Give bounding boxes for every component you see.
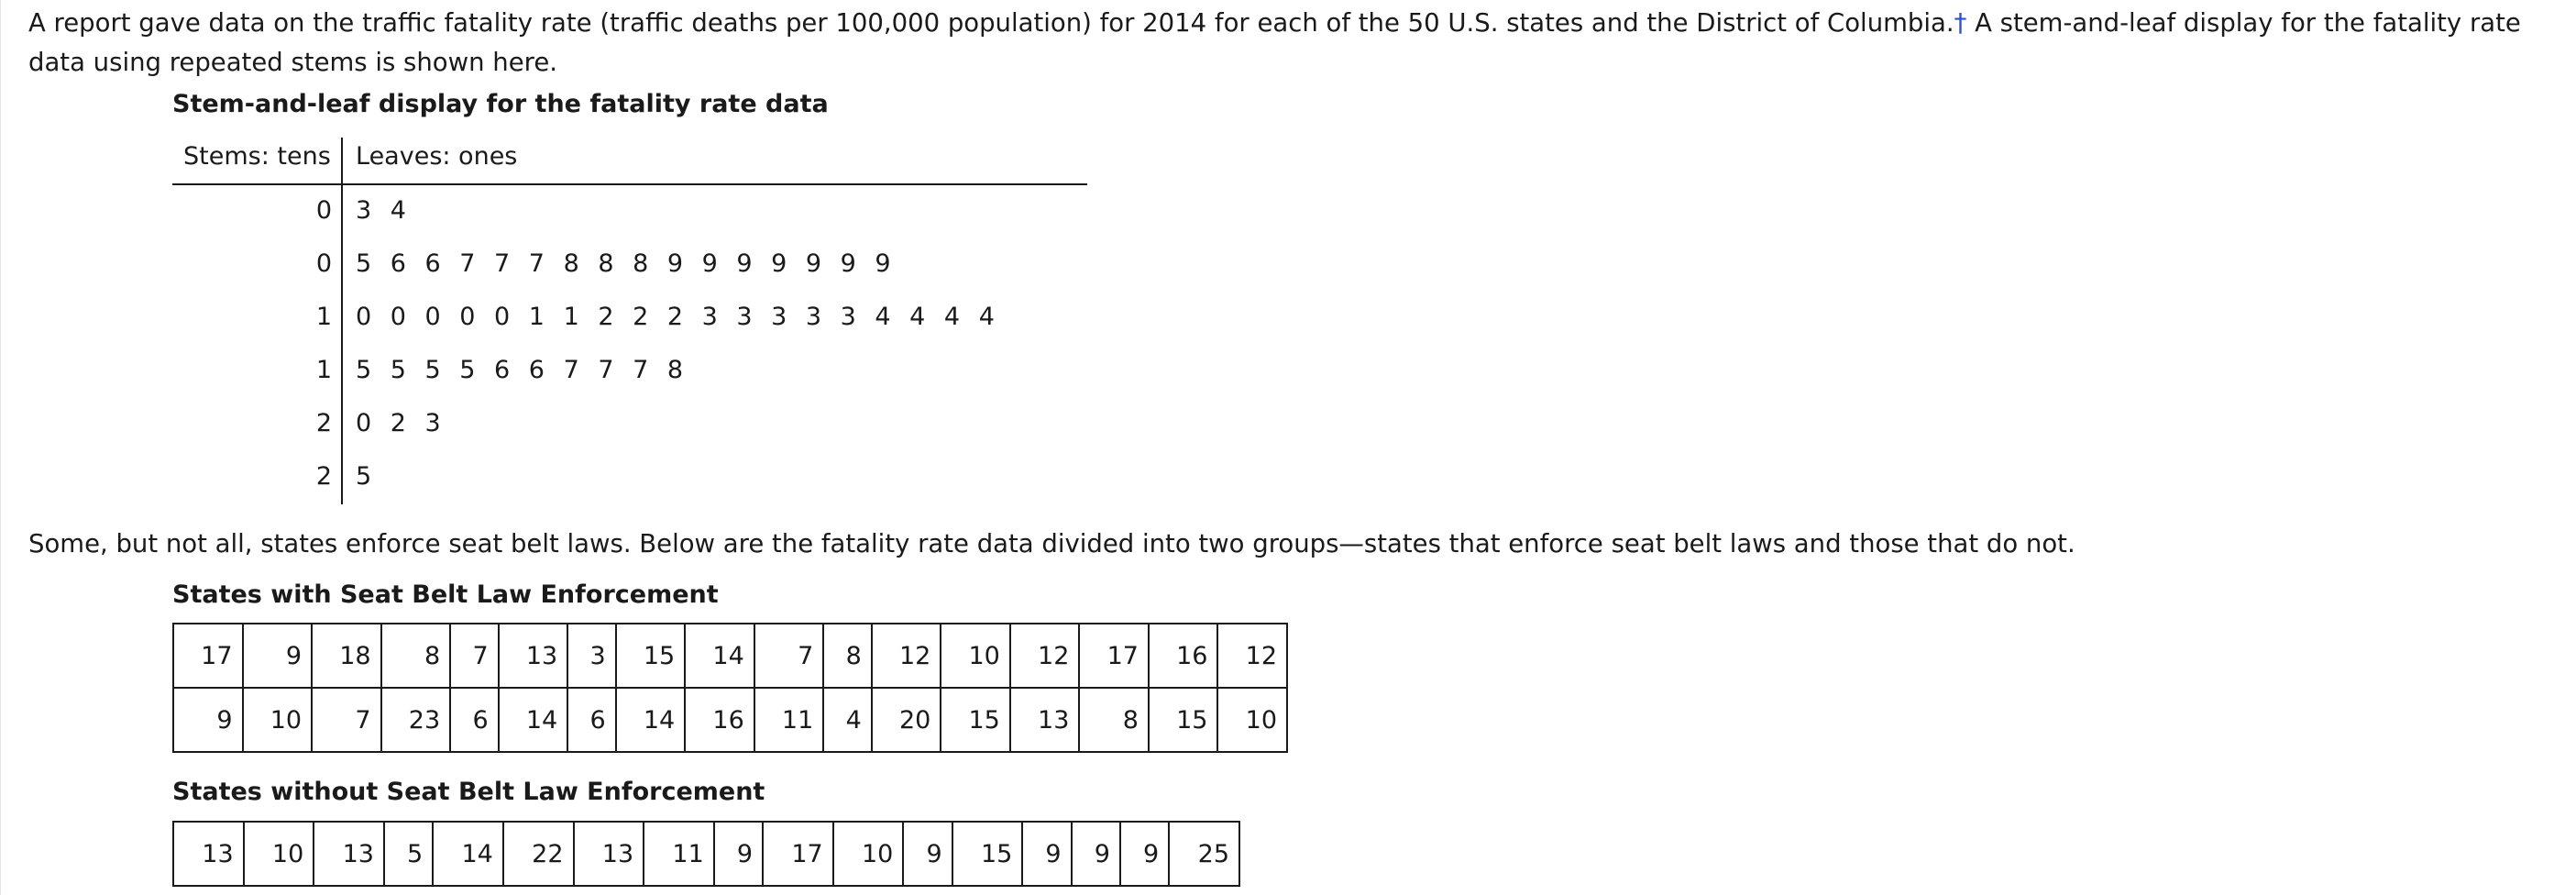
stem-value: 0: [315, 249, 332, 278]
groups-paragraph: Some, but not all, states enforce seat belt laws. Below are the fatality rate data divided into two groups—states that enforce seat belt laws and those that do not.: [28, 529, 2075, 558]
table-cell: 6: [567, 688, 616, 752]
stem-leaf-row: [172, 196, 1087, 233]
leaf-values: 0 0 0 0 0 1 1 2 2 2 3 3 3 3 3 4 4 4 4: [356, 303, 995, 331]
table-cell: 11: [644, 822, 714, 886]
table-cell: 12: [1217, 624, 1287, 688]
table-cell: 23: [381, 688, 451, 752]
table-cell: 12: [872, 624, 941, 688]
table-cell: 7: [312, 688, 381, 752]
table-cell: 17: [1079, 624, 1149, 688]
leaf-values: 5 5 5 5 6 6 7 7 7 8: [356, 356, 684, 384]
table-cell: 17: [173, 624, 243, 688]
table-cell: 16: [1149, 624, 1218, 688]
table-cell: 10: [244, 822, 314, 886]
intro-paragraph: [28, 4, 2572, 83]
stem-leaf-row: [172, 409, 1087, 446]
leaf-values: 5: [356, 462, 372, 491]
table-cell: 13: [574, 822, 644, 886]
table-cell: 14: [499, 688, 568, 752]
stems-header: Stems: tens: [183, 142, 331, 171]
stem-leaf-display: [172, 138, 1087, 504]
stem-leaf-row: [172, 356, 1087, 392]
table-cell: 15: [952, 822, 1023, 886]
table-cell: 9: [243, 624, 313, 688]
table-cell: 9: [714, 822, 763, 886]
stem-leaf-row: [172, 303, 1087, 339]
table-row: [173, 822, 1239, 886]
table-row: [173, 624, 1287, 688]
table-cell: 22: [503, 822, 574, 886]
table-cell: 7: [754, 624, 824, 688]
table-cell: 6: [450, 688, 499, 752]
table-cell: 4: [823, 688, 872, 752]
table-cell: 13: [499, 624, 568, 688]
table-cell: 14: [616, 688, 686, 752]
table-cell: 7: [450, 624, 499, 688]
stem-leaf-header: [172, 138, 1087, 185]
table-cell: 9: [1072, 822, 1120, 886]
table-cell: 13: [1010, 688, 1080, 752]
table-cell: 8: [823, 624, 872, 688]
table-cell: 10: [941, 624, 1010, 688]
stem-value: 2: [315, 409, 332, 437]
table-cell: 20: [872, 688, 941, 752]
table-cell: 10: [1217, 688, 1287, 752]
table-cell: 16: [685, 688, 754, 752]
table-cell: 8: [1079, 688, 1149, 752]
stem-value: 1: [315, 303, 332, 331]
table-cell: 12: [1010, 624, 1080, 688]
table-cell: 15: [941, 688, 1010, 752]
table-cell: 13: [314, 822, 384, 886]
with-enforcement-table: [172, 623, 1288, 753]
stem-value: 2: [315, 462, 332, 491]
intro-text-continued: A stem-and-leaf display for the fatality rate data using repeated stems is shown here.: [28, 8, 2521, 77]
table-cell: 5: [384, 822, 433, 886]
table-cell: 10: [243, 688, 313, 752]
table-cell: 9: [1120, 822, 1169, 886]
without-enforcement-caption: States without Seat Belt Law Enforcement: [172, 778, 765, 806]
table-cell: 3: [567, 624, 616, 688]
table-cell: 10: [833, 822, 904, 886]
table-row: [173, 688, 1287, 752]
leaves-header: Leaves: ones: [356, 142, 518, 171]
table-cell: 15: [1149, 688, 1218, 752]
table-cell: 25: [1169, 822, 1239, 886]
without-enforcement-table: [172, 821, 1240, 887]
table-cell: 9: [1022, 822, 1071, 886]
table-cell: 11: [754, 688, 824, 752]
table-cell: 13: [173, 822, 244, 886]
table-cell: 14: [433, 822, 503, 886]
stem-leaf-row: [172, 462, 1087, 499]
stem-value: 0: [315, 196, 332, 225]
intro-text: A report gave data on the traffic fatality rate (traffic deaths per 100,000 population) for 2014 for each of the 50 U.S. states and the District of Columbia.: [28, 8, 1954, 38]
with-enforcement-caption: States with Seat Belt Law Enforcement: [172, 580, 719, 609]
leaf-values: 0 2 3: [356, 409, 441, 437]
table-cell: 9: [173, 688, 243, 752]
table-cell: 14: [685, 624, 754, 688]
table-cell: 9: [903, 822, 952, 886]
stem-leaf-row: [172, 249, 1087, 286]
leaf-values: 5 6 6 7 7 7 8 8 8 9 9 9 9 9 9 9: [356, 249, 891, 278]
table-cell: 8: [381, 624, 451, 688]
stem-value: 1: [315, 356, 332, 384]
table-cell: 15: [616, 624, 686, 688]
footnote-dagger-link[interactable]: †: [1954, 8, 1967, 38]
table-cell: 18: [312, 624, 381, 688]
table-cell: 17: [763, 822, 833, 886]
stem-leaf-caption: Stem-and-leaf display for the fatality rate data: [172, 90, 829, 118]
leaf-values: 3 4: [356, 196, 406, 225]
